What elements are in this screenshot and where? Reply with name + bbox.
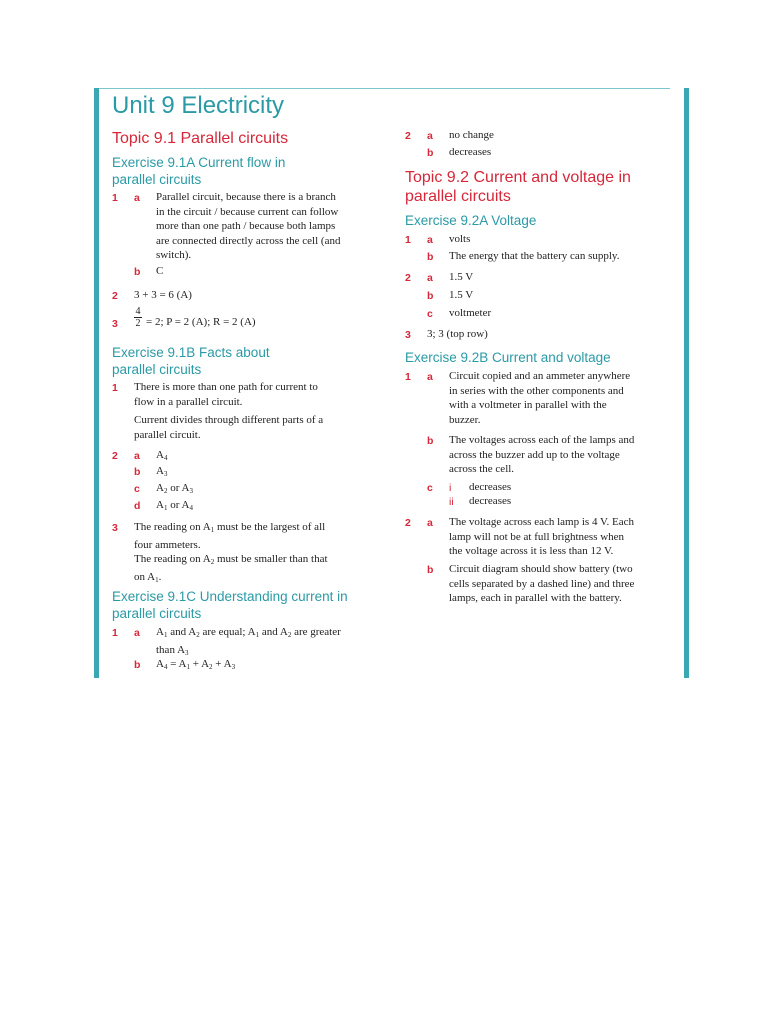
text-run: are equal; A [199,626,256,638]
exercise-9-2a-heading: Exercise 9.2A Voltage [405,213,537,228]
answer-9-2b-2a [449,515,634,559]
subscript: 1 [163,504,168,512]
subpart-letter: a [427,272,433,284]
right-margin-bar [684,88,689,678]
text-run: are greater [291,626,341,638]
answer-line: in series with the other components and [449,384,624,397]
question-number: 2 [112,290,118,302]
subpart-letter: b [134,659,141,671]
answer-9-2a-2b: 1.5 V [449,289,474,301]
answer-line: four ammeters. [134,538,201,551]
answer-line [156,625,341,643]
answer-line: Current divides through different parts of a [134,414,324,426]
subscript: 2 [210,558,215,566]
top-rule [99,88,670,89]
answer-line: across the cell. [449,463,515,475]
answer-b1-para2 [134,413,323,442]
answer-line: flow in a parallel circuit. [134,395,243,408]
subscript: 1 [163,631,168,639]
topic-9-2-line1: Topic 9.2 Current and voltage in [405,169,631,186]
answer-line: cells separated by a dashed line) and three [449,577,635,590]
question-number: 1 [112,382,118,394]
question-number: 2 [112,450,118,462]
answer-line: with a voltmeter in parallel with the [449,399,607,411]
subpart-letter: b [134,266,141,278]
answer-line: The voltages across each of the lamps and [449,434,635,446]
answer-line [134,552,328,570]
answer-line: lamps, each in parallel with the battery. [449,592,622,604]
answer-line: in the circuit / because current can follow [156,205,339,218]
text-run: + A [190,658,210,670]
topic-9-2-heading [405,168,631,206]
subpart-letter: b [134,466,141,478]
text-run: or A [167,482,190,494]
exercise-9-1b-heading [112,344,270,378]
topic-9-1-heading: Topic 9.1 Parallel circuits [112,130,289,147]
roman-numeral: ii [449,496,454,508]
subpart-letter: b [427,251,434,263]
subscript: 2 [209,663,213,671]
exercise-9-1c-heading [112,588,348,622]
answer-b2a [156,448,167,466]
subscript: 2 [163,487,168,495]
question-number: 1 [112,192,118,204]
fraction-denominator: 2 [135,318,141,329]
answer-9-2a-1a: volts [449,233,471,245]
answer-line [134,520,325,538]
answer-line: more than one path / because both lamps [156,220,336,232]
answer-9-2a-2c: voltmeter [449,307,492,319]
answer-9-2a-1b: The energy that the battery can supply. [449,250,620,262]
text-run: on A [134,570,156,583]
answer-b3-para2 [134,552,328,587]
answer-2b: decreases [449,146,492,158]
subscript: 3 [185,648,189,657]
question-number: 2 [405,272,411,284]
answer-2a: no change [449,129,494,141]
answer-c1b [156,657,235,675]
subpart-letter: a [427,130,433,142]
text-run: must be smaller than that [214,553,328,565]
answer-3: = 2; P = 2 (A); R = 2 (A) [146,316,256,328]
answer-9-2a-2a: 1.5 V [449,271,474,283]
topic-9-2-line2: parallel circuits [405,188,511,205]
answer-line: are connected directly across the cell (and [156,234,341,247]
answer-b2d [156,498,193,516]
text-run: and A [167,626,197,638]
answer-b2b [156,464,167,482]
question-number: 1 [112,627,118,639]
subscript: 3 [163,470,168,478]
answer-9-2b-1a [449,369,630,427]
answer-line: The voltage across each lamp is 4 V. Each [449,516,635,528]
subpart-letter: c [427,308,433,320]
answer-line: Parallel circuit, because there is a branch [156,191,336,203]
text-run: A [156,658,164,670]
exercise-9-1a-line1: Exercise 9.1A Current flow in [112,155,286,170]
answer-b1-para1 [134,380,318,409]
answer-line: switch). [156,249,192,261]
answer-line: the voltage across it is less than 12 V. [449,545,614,557]
subpart-letter: a [134,192,140,204]
text-run: and A [259,626,288,638]
subscript: 3 [189,487,193,495]
text-run: = A [167,658,187,670]
text-run: must be the largest of all [214,521,326,533]
left-margin-bar [94,88,99,678]
text-run: A [156,499,164,511]
text-run: . [158,570,162,583]
subpart-letter: a [427,517,433,529]
exercise-9-1a-heading [112,154,285,188]
answer-9-2b-1c-ii: decreases [469,495,512,507]
text-run: A [156,626,164,638]
exercise-9-1a-line2: parallel circuits [112,172,202,187]
question-number: 1 [405,234,411,246]
text-run: A [156,482,164,494]
answer-c1a [156,625,341,660]
answer-9-2b-1b [449,433,634,477]
subscript: 1 [155,575,159,584]
question-number: 3 [112,318,118,330]
subscript: 2 [287,631,292,639]
answer-2: 3 + 3 = 6 (A) [134,289,192,301]
subscript: 2 [196,631,200,639]
answer-1a [156,190,340,263]
question-number: 3 [405,329,411,341]
subpart-letter: b [427,564,434,576]
answer-b3-para1 [134,520,325,552]
question-number: 1 [405,371,411,383]
subscript: 4 [163,454,168,462]
text-run: A [156,465,164,477]
answer-1b: C [156,265,164,277]
fraction-numerator: 4 [135,306,141,317]
text-run: The reading on A [134,521,211,533]
answer-9-2b-2b [449,562,634,606]
subpart-letter: b [427,290,434,302]
roman-numeral: i [449,482,452,494]
text-run: A [156,449,164,461]
subpart-letter: c [427,482,433,494]
answer-line [134,570,328,588]
answer-line: parallel circuit. [134,428,201,441]
subpart-letter: a [427,371,433,383]
subscript: 1 [210,526,215,534]
subpart-letter: a [427,234,433,246]
subscript: 4 [163,663,168,671]
text-run: than A [156,643,186,656]
answer-9-2b-1c-i: decreases [469,481,512,493]
exercise-9-1b-line1: Exercise 9.1B Facts about [112,345,270,360]
subpart-letter: d [134,500,141,512]
exercise-9-2b-heading: Exercise 9.2B Current and voltage [405,350,611,365]
answer-line: There is more than one path for current to [134,381,318,393]
subpart-letter: a [134,627,140,639]
answer-9-2a-3: 3; 3 (top row) [427,328,488,340]
subpart-letter: a [134,450,140,462]
question-number: 2 [405,517,411,529]
text-run: + A [212,658,232,670]
page-title: Unit 9 Electricity [112,92,285,119]
exercise-9-1c-line1: Exercise 9.1C Understanding current in [112,589,348,604]
answer-line: buzzer. [449,413,481,426]
fraction [134,306,142,329]
question-number: 2 [405,130,411,142]
subpart-letter: c [134,483,140,495]
question-number: 3 [112,522,118,534]
answer-b2c [156,481,193,499]
subscript: 1 [186,663,190,671]
answer-line: Circuit copied and an ammeter anywhere [449,370,631,382]
answer-line: lamp will not be at full brightness when [449,530,625,543]
subscript: 4 [189,504,193,512]
subscript: 3 [231,663,236,671]
exercise-9-1c-line2: parallel circuits [112,606,202,621]
answer-line: Circuit diagram should show battery (two [449,563,633,575]
text-run: The reading on A [134,553,211,565]
exercise-9-1b-line2: parallel circuits [112,362,202,377]
subpart-letter: b [427,147,434,159]
answer-line: across the buzzer add up to the voltage [449,448,620,461]
subscript: 1 [255,631,260,639]
subpart-letter: b [427,435,434,447]
text-run: or A [167,499,190,511]
